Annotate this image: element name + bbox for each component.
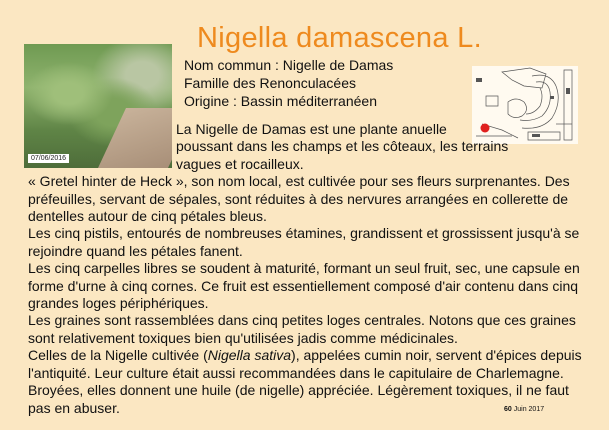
paragraph: Les cinq carpelles libres se soudent à maturité, formant un seul fruit, sec, une capsule en forme d'urne à cinq cornes. Ce fruit est essentiellement composé d'air contenu dans cinq grandes loges périphériques. <box>28 260 580 312</box>
paragraph: Les cinq pistils, entourés de nombreuses étamines, grandissent et grossissent jusqu'à se rejoindre quand les pétales fanent. <box>28 225 580 259</box>
text-span: ), appelées cumin noir, servent d'épices depuis l'antiquité. Leur culture était aussi recommandées dans le capitulaire de Charlemagne. Broyées, elles donnent une huile (de nigelle) appréciée. Légèrement toxiques, il ne faut pas en abuser. <box>28 347 582 416</box>
photo-date: 07/06/2016 <box>28 154 69 163</box>
page-title: Nigella damascena L. <box>197 22 482 54</box>
footer-date: Juin 2017 <box>513 406 545 413</box>
description <box>28 121 584 417</box>
species-name: Nigella sativa <box>207 347 292 364</box>
family: Famille des Renonculacées <box>184 75 356 91</box>
paragraph: « Gretel hinter de Heck », son nom local, est cultivée pour ses fleurs surprenantes. Des préfeuilles, servant de sépales, sont réduites à des nervures arrangées en collerette de dentelles autour de cinq pétales bleus. <box>28 173 570 225</box>
origin: Origine : Bassin méditerranéen <box>184 93 377 109</box>
paragraph: Les graines sont rassemblées dans cinq petites loges centrales. Notons que ces graines sont relativement toxiques bien qu'utilisées jadis comme médicinales. <box>28 312 576 346</box>
intro-line: vagues et rocailleux. <box>176 155 304 172</box>
plant-info <box>184 56 393 110</box>
intro-paragraph <box>28 121 584 173</box>
paragraph-last <box>28 347 584 417</box>
page-number: 60 <box>504 406 512 413</box>
text-span: Celles de la Nigelle cultivée ( <box>28 347 208 364</box>
intro-line: poussant dans les champs et les côteaux, les terrains <box>176 138 509 155</box>
common-name: Nom commun : Nigelle de Damas <box>184 57 394 73</box>
intro-line: La Nigelle de Damas est une plante anuelle <box>176 121 447 137</box>
footer <box>504 406 544 413</box>
